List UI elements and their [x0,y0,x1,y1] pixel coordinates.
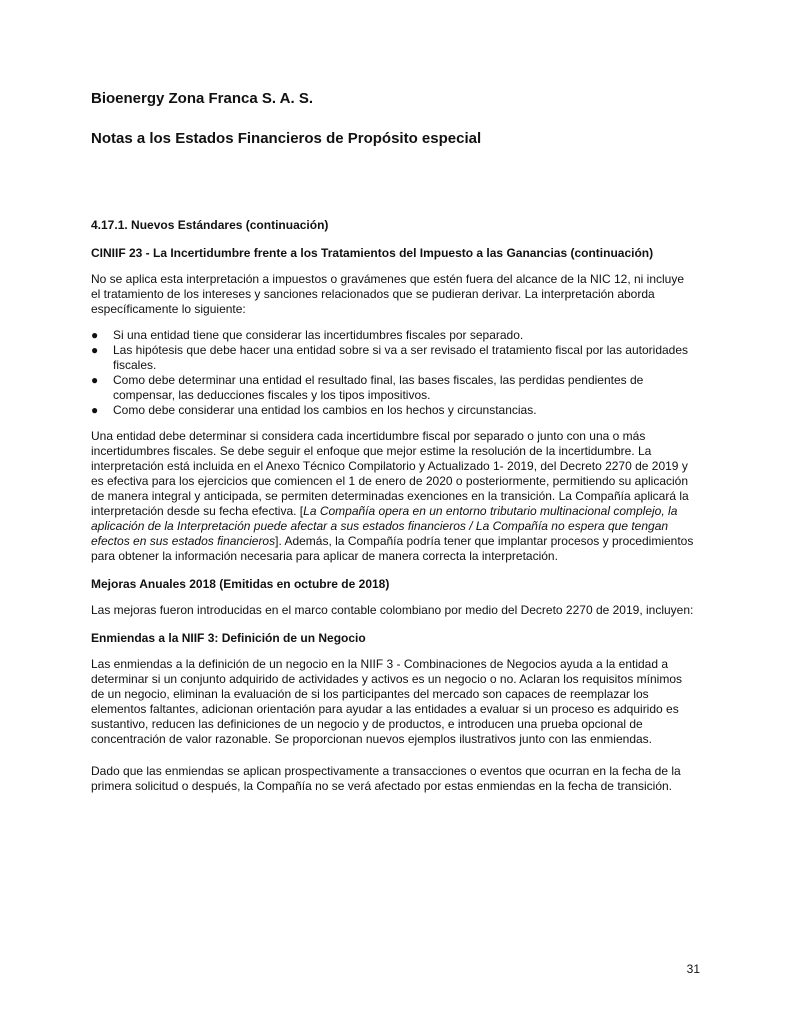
body-text-end: ]. Además, la Compañía podría tener que implantar procesos y procedimientos para obtener la información necesaria para aplicar de manera correcta la interpretación. [91,534,694,563]
list-item [91,403,696,418]
ciniif23-body-paragraph [91,429,696,564]
mejoras-heading: Mejoras Anuales 2018 (Emitidas en octubre de 2018) [91,577,390,591]
section-heading: 4.17.1. Nuevos Estándares (continuación) [91,218,329,232]
niif3-paragraph-1: Las enmiendas a la definición de un negocio en la NIIF 3 - Combinaciones de Negocios ayuda a la entidad a determinar si un conjunto adquirido de actividades y activos es un negocio o no. Aclaran los requisitos mínimos de un negocio, eliminan la evaluación de si los participantes del mercado son capaces de reemplazar los elementos faltantes, adicionan orientación para ayudar a las entidades a evaluar si un proceso es adquirido es sustantivo, reducen las definiciones de un negocio y de productos, e introducen una prueba opcional de concentración de valor razonable. Se proporcionan nuevos ejemplos ilustrativos junto con las enmiendas. [91,657,682,746]
list-item-text: Las hipótesis que debe hacer una entidad sobre si va a ser revisado el tratamiento fiscal por las autoridades fiscales. [113,343,689,372]
page-content [91,90,696,794]
niif3-paragraph-2: Dado que las enmiendas se aplican prospectivamente a transacciones o eventos que ocurran en la fecha de la primera solicitud o después, la Compañía no se verá afectado por estas enmiendas en la fecha de transición. [91,764,681,793]
list-item-text: Como debe determinar una entidad el resultado final, las bases fiscales, las perdidas pendientes de compensar, las deducciones fiscales y los tipos impositivos. [113,373,644,402]
niif3-heading: Enmiendas a la NIIF 3: Definición de un Negocio [91,631,366,645]
document-title: Notas a los Estados Financieros de Propósito especial [91,130,482,147]
ciniif23-intro-paragraph: No se aplica esta interpretación a impuestos o gravámenes que estén fuera del alcance de la NIC 12, ni incluye el tratamiento de los intereses y sanciones relacionados que se pudieran derivar. La interpretación aborda específicamente lo siguiente: [91,272,685,316]
list-item-text: Como debe considerar una entidad los cambios en los hechos y circunstancias. [113,403,537,417]
page-number: 31 [686,962,700,976]
ciniif23-bullet-list [91,328,696,418]
bullet-icon: ● [91,343,99,357]
list-item-text: Si una entidad tiene que considerar las incertidumbres fiscales por separado. [113,328,524,342]
body-text-italic: La Compañía opera en un entorno tributario multinacional complejo, la aplicación de la Interpretación puede afectar a sus estados financieros / La Compañía no espera que tengan efectos en sus estados financieros [91,504,678,548]
bullet-icon: ● [91,403,99,417]
mejoras-paragraph: Las mejoras fueron introducidas en el marco contable colombiano por medio del Decreto 2270 de 2019, incluyen: [91,603,694,617]
list-item [91,343,696,373]
bullet-icon: ● [91,373,99,387]
list-item [91,328,696,343]
body-text-start: Una entidad debe determinar si considera cada incertidumbre fiscal por separado o junto con una o más incertidumbres fiscales. Se debe seguir el enfoque que mejor estime la resolución de la incertidumbre. La interpretación está incluida en el Anexo Técnico Compilatorio y Actualizado 1- 2019, del Decreto 2270 de 2019 y es efectiva para los ejercicios que comiencen el 1 de enero de 2020 o posteriormente, permitiendo su aplicación de manera integral y anticipada, se permiten determinadas exenciones en la transición. La Compañía aplicará la interpretación desde su fecha efectiva. [ [91,429,689,518]
list-item [91,373,696,403]
company-name: Bioenergy Zona Franca S. A. S. [91,90,313,107]
bullet-icon: ● [91,328,99,342]
ciniif23-heading: CINIIF 23 - La Incertidumbre frente a los Tratamientos del Impuesto a las Ganancias (continuación) [91,246,654,260]
